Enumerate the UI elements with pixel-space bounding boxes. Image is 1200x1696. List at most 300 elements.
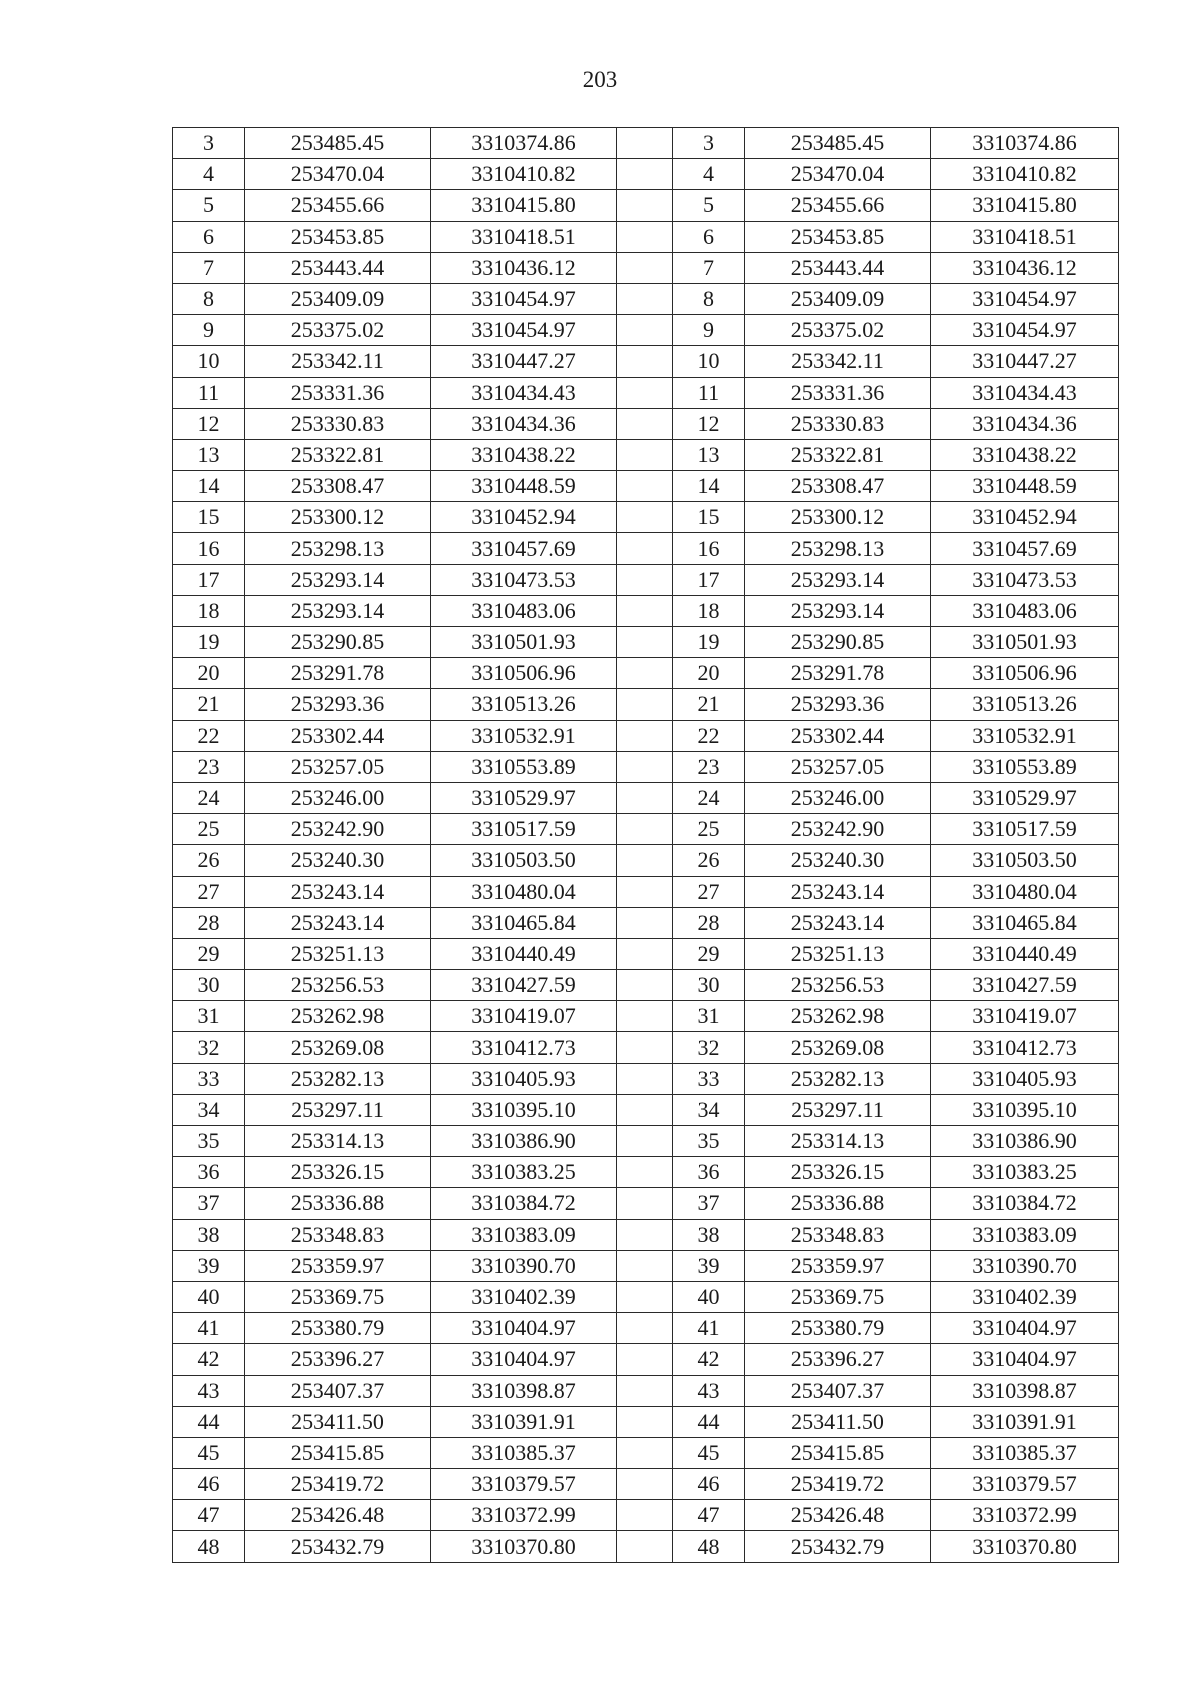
right-y-coordinate-cell: 3310465.84 [931, 907, 1119, 938]
right-y-coordinate-cell: 3310410.82 [931, 159, 1119, 190]
table-row [173, 502, 1119, 533]
right-point-number-cell: 23 [673, 751, 745, 782]
right-point-number-cell: 44 [673, 1406, 745, 1437]
left-point-number-cell: 38 [173, 1219, 245, 1250]
separator-cell [617, 533, 673, 564]
left-point-number-cell: 32 [173, 1032, 245, 1063]
table-row [173, 159, 1119, 190]
table-row [173, 814, 1119, 845]
separator-cell [617, 471, 673, 502]
left-x-coordinate-cell: 253243.14 [245, 907, 431, 938]
right-point-number-cell: 19 [673, 627, 745, 658]
left-x-coordinate-cell: 253326.15 [245, 1157, 431, 1188]
left-x-coordinate-cell: 253246.00 [245, 782, 431, 813]
separator-cell [617, 346, 673, 377]
table-row [173, 689, 1119, 720]
separator-cell [617, 1001, 673, 1032]
separator-cell [617, 439, 673, 470]
separator-cell [617, 1375, 673, 1406]
right-x-coordinate-cell: 253407.37 [745, 1375, 931, 1406]
right-y-coordinate-cell: 3310402.39 [931, 1281, 1119, 1312]
left-y-coordinate-cell: 3310398.87 [431, 1375, 617, 1406]
left-point-number-cell: 35 [173, 1126, 245, 1157]
table-row [173, 845, 1119, 876]
coordinates-table [172, 127, 1119, 1563]
separator-cell [617, 252, 673, 283]
right-y-coordinate-cell: 3310473.53 [931, 564, 1119, 595]
left-x-coordinate-cell: 253407.37 [245, 1375, 431, 1406]
table-row [173, 1469, 1119, 1500]
right-point-number-cell: 31 [673, 1001, 745, 1032]
right-point-number-cell: 17 [673, 564, 745, 595]
separator-cell [617, 128, 673, 159]
right-x-coordinate-cell: 253291.78 [745, 658, 931, 689]
table-row [173, 1406, 1119, 1437]
separator-cell [617, 782, 673, 813]
left-x-coordinate-cell: 253443.44 [245, 252, 431, 283]
table-row [173, 970, 1119, 1001]
right-x-coordinate-cell: 253415.85 [745, 1437, 931, 1468]
right-x-coordinate-cell: 253375.02 [745, 315, 931, 346]
right-y-coordinate-cell: 3310434.43 [931, 377, 1119, 408]
left-point-number-cell: 8 [173, 283, 245, 314]
left-x-coordinate-cell: 253300.12 [245, 502, 431, 533]
left-y-coordinate-cell: 3310434.43 [431, 377, 617, 408]
separator-cell [617, 1219, 673, 1250]
right-point-number-cell: 39 [673, 1250, 745, 1281]
left-y-coordinate-cell: 3310374.86 [431, 128, 617, 159]
table-row [173, 595, 1119, 626]
right-y-coordinate-cell: 3310506.96 [931, 658, 1119, 689]
left-x-coordinate-cell: 253269.08 [245, 1032, 431, 1063]
left-y-coordinate-cell: 3310384.72 [431, 1188, 617, 1219]
right-y-coordinate-cell: 3310452.94 [931, 502, 1119, 533]
separator-cell [617, 1344, 673, 1375]
table-row [173, 439, 1119, 470]
right-x-coordinate-cell: 253455.66 [745, 190, 931, 221]
right-point-number-cell: 29 [673, 938, 745, 969]
right-point-number-cell: 6 [673, 221, 745, 252]
left-y-coordinate-cell: 3310448.59 [431, 471, 617, 502]
right-point-number-cell: 7 [673, 252, 745, 283]
left-y-coordinate-cell: 3310386.90 [431, 1126, 617, 1157]
separator-cell [617, 1188, 673, 1219]
left-x-coordinate-cell: 253302.44 [245, 720, 431, 751]
right-point-number-cell: 22 [673, 720, 745, 751]
separator-cell [617, 1406, 673, 1437]
left-x-coordinate-cell: 253359.97 [245, 1250, 431, 1281]
right-y-coordinate-cell: 3310440.49 [931, 938, 1119, 969]
table-row [173, 1281, 1119, 1312]
right-point-number-cell: 48 [673, 1531, 745, 1562]
separator-cell [617, 221, 673, 252]
right-point-number-cell: 14 [673, 471, 745, 502]
table-row [173, 1126, 1119, 1157]
left-point-number-cell: 18 [173, 595, 245, 626]
left-y-coordinate-cell: 3310370.80 [431, 1531, 617, 1562]
left-point-number-cell: 36 [173, 1157, 245, 1188]
left-point-number-cell: 27 [173, 876, 245, 907]
separator-cell [617, 814, 673, 845]
left-point-number-cell: 9 [173, 315, 245, 346]
separator-cell [617, 876, 673, 907]
left-y-coordinate-cell: 3310473.53 [431, 564, 617, 595]
right-x-coordinate-cell: 253342.11 [745, 346, 931, 377]
table-row [173, 720, 1119, 751]
table-row [173, 533, 1119, 564]
right-point-number-cell: 21 [673, 689, 745, 720]
right-x-coordinate-cell: 253293.14 [745, 564, 931, 595]
left-y-coordinate-cell: 3310454.97 [431, 315, 617, 346]
right-y-coordinate-cell: 3310419.07 [931, 1001, 1119, 1032]
left-x-coordinate-cell: 253242.90 [245, 814, 431, 845]
right-x-coordinate-cell: 253293.36 [745, 689, 931, 720]
table-row [173, 1250, 1119, 1281]
right-y-coordinate-cell: 3310412.73 [931, 1032, 1119, 1063]
left-x-coordinate-cell: 253297.11 [245, 1094, 431, 1125]
left-y-coordinate-cell: 3310385.37 [431, 1437, 617, 1468]
left-y-coordinate-cell: 3310447.27 [431, 346, 617, 377]
right-y-coordinate-cell: 3310427.59 [931, 970, 1119, 1001]
left-x-coordinate-cell: 253336.88 [245, 1188, 431, 1219]
left-x-coordinate-cell: 253432.79 [245, 1531, 431, 1562]
right-y-coordinate-cell: 3310398.87 [931, 1375, 1119, 1406]
right-y-coordinate-cell: 3310529.97 [931, 782, 1119, 813]
left-y-coordinate-cell: 3310465.84 [431, 907, 617, 938]
right-x-coordinate-cell: 253240.30 [745, 845, 931, 876]
table-row [173, 564, 1119, 595]
right-x-coordinate-cell: 253411.50 [745, 1406, 931, 1437]
left-point-number-cell: 25 [173, 814, 245, 845]
left-y-coordinate-cell: 3310503.50 [431, 845, 617, 876]
right-x-coordinate-cell: 253298.13 [745, 533, 931, 564]
right-x-coordinate-cell: 253242.90 [745, 814, 931, 845]
left-point-number-cell: 3 [173, 128, 245, 159]
left-x-coordinate-cell: 253330.83 [245, 408, 431, 439]
left-y-coordinate-cell: 3310480.04 [431, 876, 617, 907]
separator-cell [617, 190, 673, 221]
right-x-coordinate-cell: 253251.13 [745, 938, 931, 969]
left-y-coordinate-cell: 3310452.94 [431, 502, 617, 533]
left-y-coordinate-cell: 3310390.70 [431, 1250, 617, 1281]
right-x-coordinate-cell: 253409.09 [745, 283, 931, 314]
right-y-coordinate-cell: 3310390.70 [931, 1250, 1119, 1281]
right-y-coordinate-cell: 3310418.51 [931, 221, 1119, 252]
separator-cell [617, 502, 673, 533]
table-row [173, 1063, 1119, 1094]
left-y-coordinate-cell: 3310506.96 [431, 658, 617, 689]
right-point-number-cell: 13 [673, 439, 745, 470]
left-point-number-cell: 5 [173, 190, 245, 221]
left-point-number-cell: 12 [173, 408, 245, 439]
separator-cell [617, 408, 673, 439]
right-y-coordinate-cell: 3310436.12 [931, 252, 1119, 283]
right-y-coordinate-cell: 3310386.90 [931, 1126, 1119, 1157]
left-point-number-cell: 39 [173, 1250, 245, 1281]
left-y-coordinate-cell: 3310412.73 [431, 1032, 617, 1063]
right-point-number-cell: 35 [673, 1126, 745, 1157]
right-y-coordinate-cell: 3310370.80 [931, 1531, 1119, 1562]
right-x-coordinate-cell: 253243.14 [745, 876, 931, 907]
left-y-coordinate-cell: 3310457.69 [431, 533, 617, 564]
right-point-number-cell: 46 [673, 1469, 745, 1500]
page-number: 203 [582, 67, 618, 92]
right-x-coordinate-cell: 253359.97 [745, 1250, 931, 1281]
table-row [173, 346, 1119, 377]
right-x-coordinate-cell: 253322.81 [745, 439, 931, 470]
left-point-number-cell: 40 [173, 1281, 245, 1312]
left-point-number-cell: 29 [173, 938, 245, 969]
right-point-number-cell: 11 [673, 377, 745, 408]
separator-cell [617, 1469, 673, 1500]
right-x-coordinate-cell: 253348.83 [745, 1219, 931, 1250]
left-y-coordinate-cell: 3310383.25 [431, 1157, 617, 1188]
table-row [173, 471, 1119, 502]
left-x-coordinate-cell: 253411.50 [245, 1406, 431, 1437]
left-x-coordinate-cell: 253243.14 [245, 876, 431, 907]
right-point-number-cell: 16 [673, 533, 745, 564]
left-point-number-cell: 21 [173, 689, 245, 720]
left-y-coordinate-cell: 3310372.99 [431, 1500, 617, 1531]
left-x-coordinate-cell: 253293.14 [245, 595, 431, 626]
left-x-coordinate-cell: 253396.27 [245, 1344, 431, 1375]
table-row [173, 751, 1119, 782]
right-point-number-cell: 9 [673, 315, 745, 346]
right-y-coordinate-cell: 3310372.99 [931, 1500, 1119, 1531]
left-point-number-cell: 45 [173, 1437, 245, 1468]
right-y-coordinate-cell: 3310395.10 [931, 1094, 1119, 1125]
left-x-coordinate-cell: 253293.36 [245, 689, 431, 720]
right-x-coordinate-cell: 253282.13 [745, 1063, 931, 1094]
left-y-coordinate-cell: 3310438.22 [431, 439, 617, 470]
right-point-number-cell: 32 [673, 1032, 745, 1063]
left-point-number-cell: 33 [173, 1063, 245, 1094]
table-row [173, 190, 1119, 221]
right-y-coordinate-cell: 3310447.27 [931, 346, 1119, 377]
left-x-coordinate-cell: 253485.45 [245, 128, 431, 159]
right-y-coordinate-cell: 3310415.80 [931, 190, 1119, 221]
separator-cell [617, 1157, 673, 1188]
left-x-coordinate-cell: 253314.13 [245, 1126, 431, 1157]
left-point-number-cell: 47 [173, 1500, 245, 1531]
table-row [173, 658, 1119, 689]
left-point-number-cell: 23 [173, 751, 245, 782]
right-y-coordinate-cell: 3310457.69 [931, 533, 1119, 564]
left-x-coordinate-cell: 253455.66 [245, 190, 431, 221]
separator-cell [617, 1063, 673, 1094]
right-point-number-cell: 5 [673, 190, 745, 221]
left-point-number-cell: 15 [173, 502, 245, 533]
left-y-coordinate-cell: 3310513.26 [431, 689, 617, 720]
right-y-coordinate-cell: 3310391.91 [931, 1406, 1119, 1437]
left-x-coordinate-cell: 253262.98 [245, 1001, 431, 1032]
left-point-number-cell: 46 [173, 1469, 245, 1500]
right-y-coordinate-cell: 3310517.59 [931, 814, 1119, 845]
right-x-coordinate-cell: 253256.53 [745, 970, 931, 1001]
left-point-number-cell: 11 [173, 377, 245, 408]
left-x-coordinate-cell: 253240.30 [245, 845, 431, 876]
right-x-coordinate-cell: 253308.47 [745, 471, 931, 502]
separator-cell [617, 1032, 673, 1063]
left-x-coordinate-cell: 253322.81 [245, 439, 431, 470]
right-y-coordinate-cell: 3310532.91 [931, 720, 1119, 751]
separator-cell [617, 1437, 673, 1468]
right-x-coordinate-cell: 253331.36 [745, 377, 931, 408]
left-point-number-cell: 26 [173, 845, 245, 876]
left-x-coordinate-cell: 253453.85 [245, 221, 431, 252]
left-y-coordinate-cell: 3310436.12 [431, 252, 617, 283]
left-y-coordinate-cell: 3310391.91 [431, 1406, 617, 1437]
separator-cell [617, 283, 673, 314]
right-point-number-cell: 26 [673, 845, 745, 876]
right-x-coordinate-cell: 253300.12 [745, 502, 931, 533]
right-point-number-cell: 36 [673, 1157, 745, 1188]
separator-cell [617, 751, 673, 782]
right-x-coordinate-cell: 253330.83 [745, 408, 931, 439]
left-point-number-cell: 42 [173, 1344, 245, 1375]
left-x-coordinate-cell: 253415.85 [245, 1437, 431, 1468]
right-x-coordinate-cell: 253396.27 [745, 1344, 931, 1375]
separator-cell [617, 1250, 673, 1281]
table-row [173, 221, 1119, 252]
left-point-number-cell: 48 [173, 1531, 245, 1562]
right-point-number-cell: 4 [673, 159, 745, 190]
table-row [173, 1375, 1119, 1406]
right-point-number-cell: 40 [673, 1281, 745, 1312]
right-y-coordinate-cell: 3310448.59 [931, 471, 1119, 502]
table-row [173, 782, 1119, 813]
left-point-number-cell: 14 [173, 471, 245, 502]
right-point-number-cell: 47 [673, 1500, 745, 1531]
separator-cell [617, 627, 673, 658]
right-y-coordinate-cell: 3310383.09 [931, 1219, 1119, 1250]
left-x-coordinate-cell: 253331.36 [245, 377, 431, 408]
left-point-number-cell: 20 [173, 658, 245, 689]
separator-cell [617, 970, 673, 1001]
left-y-coordinate-cell: 3310427.59 [431, 970, 617, 1001]
separator-cell [617, 1126, 673, 1157]
right-point-number-cell: 15 [673, 502, 745, 533]
separator-cell [617, 1531, 673, 1562]
separator-cell [617, 1313, 673, 1344]
right-y-coordinate-cell: 3310513.26 [931, 689, 1119, 720]
table-row [173, 1344, 1119, 1375]
left-point-number-cell: 24 [173, 782, 245, 813]
left-x-coordinate-cell: 253380.79 [245, 1313, 431, 1344]
right-y-coordinate-cell: 3310404.97 [931, 1344, 1119, 1375]
separator-cell [617, 720, 673, 751]
right-y-coordinate-cell: 3310383.25 [931, 1157, 1119, 1188]
left-x-coordinate-cell: 253426.48 [245, 1500, 431, 1531]
table-row [173, 252, 1119, 283]
separator-cell [617, 907, 673, 938]
left-x-coordinate-cell: 253342.11 [245, 346, 431, 377]
right-point-number-cell: 42 [673, 1344, 745, 1375]
right-y-coordinate-cell: 3310454.97 [931, 283, 1119, 314]
separator-cell [617, 595, 673, 626]
left-y-coordinate-cell: 3310532.91 [431, 720, 617, 751]
table-row [173, 408, 1119, 439]
table-row [173, 627, 1119, 658]
left-point-number-cell: 43 [173, 1375, 245, 1406]
left-x-coordinate-cell: 253369.75 [245, 1281, 431, 1312]
right-point-number-cell: 30 [673, 970, 745, 1001]
separator-cell [617, 845, 673, 876]
left-x-coordinate-cell: 253257.05 [245, 751, 431, 782]
right-point-number-cell: 45 [673, 1437, 745, 1468]
left-y-coordinate-cell: 3310440.49 [431, 938, 617, 969]
separator-cell [617, 1281, 673, 1312]
right-point-number-cell: 41 [673, 1313, 745, 1344]
left-x-coordinate-cell: 253290.85 [245, 627, 431, 658]
table-row [173, 1157, 1119, 1188]
left-y-coordinate-cell: 3310415.80 [431, 190, 617, 221]
left-y-coordinate-cell: 3310410.82 [431, 159, 617, 190]
table-row [173, 1500, 1119, 1531]
left-point-number-cell: 22 [173, 720, 245, 751]
left-x-coordinate-cell: 253291.78 [245, 658, 431, 689]
table-row [173, 1188, 1119, 1219]
right-point-number-cell: 8 [673, 283, 745, 314]
right-y-coordinate-cell: 3310384.72 [931, 1188, 1119, 1219]
right-point-number-cell: 12 [673, 408, 745, 439]
left-y-coordinate-cell: 3310404.97 [431, 1313, 617, 1344]
table-row [173, 283, 1119, 314]
separator-cell [617, 159, 673, 190]
right-x-coordinate-cell: 253326.15 [745, 1157, 931, 1188]
left-y-coordinate-cell: 3310434.36 [431, 408, 617, 439]
right-y-coordinate-cell: 3310483.06 [931, 595, 1119, 626]
right-point-number-cell: 10 [673, 346, 745, 377]
table-row [173, 315, 1119, 346]
left-y-coordinate-cell: 3310454.97 [431, 283, 617, 314]
left-point-number-cell: 17 [173, 564, 245, 595]
right-point-number-cell: 37 [673, 1188, 745, 1219]
left-point-number-cell: 34 [173, 1094, 245, 1125]
right-x-coordinate-cell: 253262.98 [745, 1001, 931, 1032]
separator-cell [617, 658, 673, 689]
right-x-coordinate-cell: 253470.04 [745, 159, 931, 190]
left-y-coordinate-cell: 3310553.89 [431, 751, 617, 782]
table-row [173, 1437, 1119, 1468]
left-point-number-cell: 31 [173, 1001, 245, 1032]
separator-cell [617, 1500, 673, 1531]
left-y-coordinate-cell: 3310517.59 [431, 814, 617, 845]
table-row [173, 1531, 1119, 1562]
left-point-number-cell: 16 [173, 533, 245, 564]
left-y-coordinate-cell: 3310529.97 [431, 782, 617, 813]
left-y-coordinate-cell: 3310405.93 [431, 1063, 617, 1094]
right-y-coordinate-cell: 3310438.22 [931, 439, 1119, 470]
right-x-coordinate-cell: 253369.75 [745, 1281, 931, 1312]
table-row [173, 128, 1119, 159]
right-x-coordinate-cell: 253443.44 [745, 252, 931, 283]
right-point-number-cell: 28 [673, 907, 745, 938]
right-x-coordinate-cell: 253426.48 [745, 1500, 931, 1531]
left-point-number-cell: 19 [173, 627, 245, 658]
separator-cell [617, 377, 673, 408]
left-point-number-cell: 28 [173, 907, 245, 938]
left-y-coordinate-cell: 3310501.93 [431, 627, 617, 658]
table-row [173, 377, 1119, 408]
right-x-coordinate-cell: 253297.11 [745, 1094, 931, 1125]
right-x-coordinate-cell: 253269.08 [745, 1032, 931, 1063]
left-y-coordinate-cell: 3310483.06 [431, 595, 617, 626]
left-x-coordinate-cell: 253256.53 [245, 970, 431, 1001]
separator-cell [617, 564, 673, 595]
left-x-coordinate-cell: 253419.72 [245, 1469, 431, 1500]
right-y-coordinate-cell: 3310434.36 [931, 408, 1119, 439]
